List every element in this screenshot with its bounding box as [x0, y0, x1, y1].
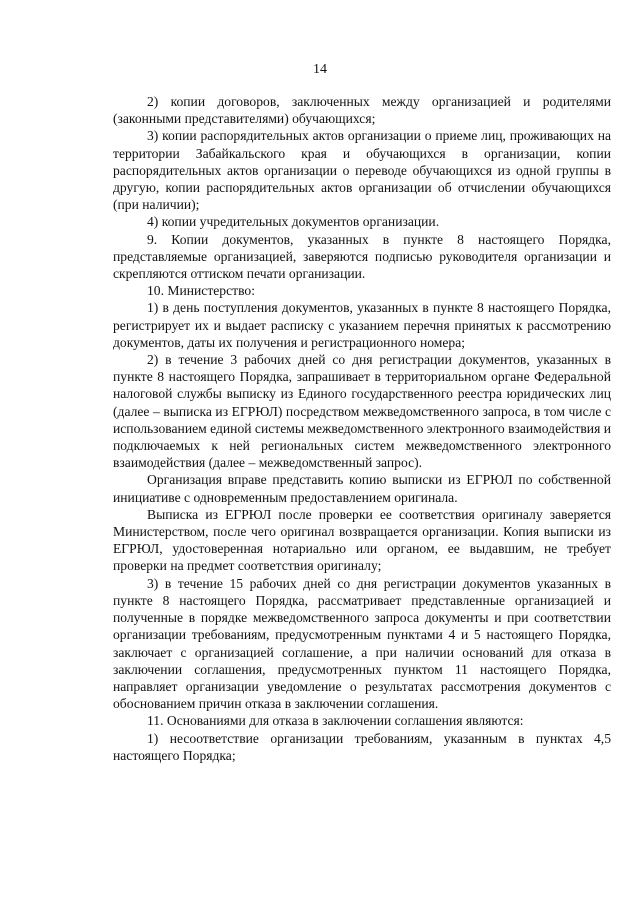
- paragraph: Организация вправе представить копию выписки из ЕГРЮЛ по собственной инициативе с одновременным предоставлением оригинала.: [113, 472, 611, 505]
- paragraph: Выписка из ЕГРЮЛ после проверки ее соответствия оригиналу заверяется Министерством, после чего оригинал возвращается организации. Копия выписки из ЕГРЮЛ, удостоверенная нотариально или органом, ее выдавшим, не требует проверки на предмет соответствия оригиналу;: [113, 506, 611, 574]
- paragraph: 9. Копии документов, указанных в пункте 8 настоящего Порядка, представляемые организацией, заверяются подписью руководителя организации и скрепляются оттиском печати организации.: [113, 231, 611, 282]
- paragraph: 4) копии учредительных документов организации.: [147, 214, 440, 230]
- paragraph: 1) несоответствие организации требованиям, указанным в пунктах 4,5 настоящего Порядка;: [113, 730, 611, 763]
- paragraph: 10. Министерство:: [147, 283, 255, 299]
- paragraph: 3) копии распорядительных актов организации о приеме лиц, проживающих на территории Забайкальского края и обучающихся в организации, копии распорядительных актов организации о переводе обучающихся из одной группы в другую, копии распорядительных актов организации об отчислении обучающихся (при наличии);: [113, 128, 611, 213]
- paragraph: 1) в день поступления документов, указанных в пункте 8 настоящего Порядка, регистрирует их и выдает расписку с указанием перечня принятых к рассмотрению документов, даты их получения и регистрационного номера;: [113, 300, 611, 350]
- paragraph: 11. Основаниями для отказа в заключении соглашения являются:: [147, 713, 524, 729]
- document-body: [113, 93, 611, 764]
- paragraph: 2) в течение 3 рабочих дней со дня регистрации документов, указанных в пункте 8 настоящего Порядка, запрашивает в территориальном органе Федеральной налоговой службы выписку из Единого государственного реестра юридических лиц (далее – выписка из ЕГРЮЛ) посредством межведомственного запроса, в том числе с использованием единой системы межведомственного электронного взаимодействия и подключаемых к ней региональных систем межведомственного электронного взаимодействия (далее – межведомственный запрос).: [113, 352, 612, 471]
- paragraph: 3) в течение 15 рабочих дней со дня регистрации документов указанных в пункте 8 настоящего Порядка, рассматривает представленные организацией и полученные в порядке межведомственного запроса документы и при соответствии организации требованиям, предусмотренным пунктами 4 и 5 настоящего Порядка, заключает с организацией соглашение, а при наличии оснований для отказа в заключении соглашения, предусмотренных пунктом 11 настоящего Порядка, направляет организации уведомление о результатах рассмотрения документов с обоснованием причин отказа в заключении соглашения.: [113, 575, 611, 712]
- page-number: 14: [313, 62, 327, 77]
- paragraph: 2) копии договоров, заключенных между организацией и родителями (законными представителями) обучающихся;: [113, 94, 611, 127]
